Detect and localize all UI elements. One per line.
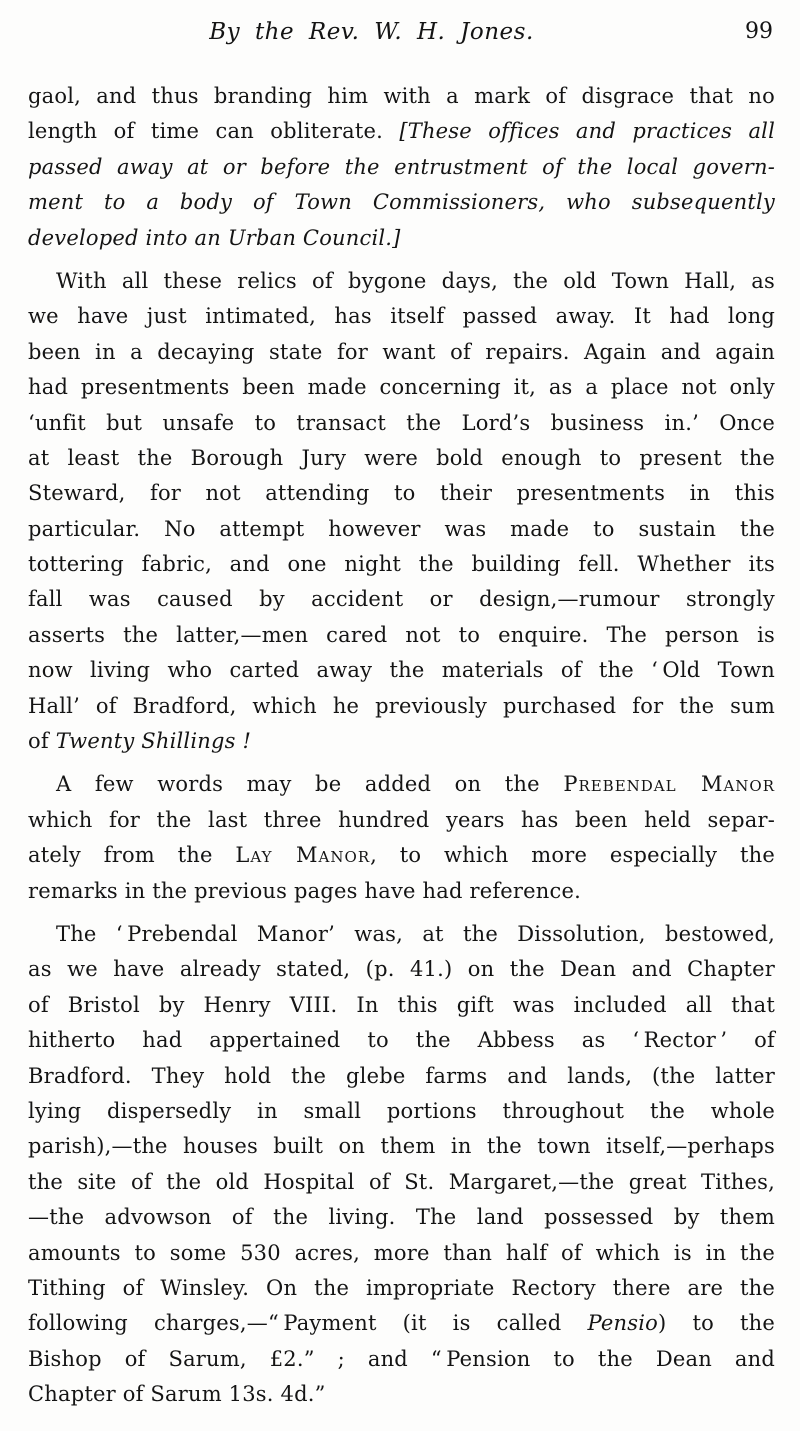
paragraph <box>28 264 775 759</box>
text-segment: —the advowson of the living. The land possessed by them <box>28 1205 775 1230</box>
text-segment: lying dispersedly in small portions throughout the whole <box>28 1098 775 1123</box>
text-segment: Lay Manor <box>235 843 371 868</box>
text-segment: amounts to some 530 acres, more than half of which is in the <box>28 1240 775 1265</box>
text-line <box>28 547 775 582</box>
text-segment: Steward, for not attending to their presentments in this <box>28 481 775 506</box>
text-line <box>28 689 775 724</box>
text-line <box>28 1236 775 1271</box>
text-segment: , to which more especially the <box>370 843 775 868</box>
text-line <box>28 803 775 838</box>
text-line <box>28 221 775 256</box>
text-segment: as we have already stated, (p. 41.) on the Dean and Chapter <box>28 957 775 982</box>
text-line <box>28 917 775 952</box>
text-segment: With all these relics of bygone days, the old Town Hall, as <box>56 268 775 293</box>
text-segment: developed into an Urban Council.] <box>28 225 401 250</box>
text-segment: gaol, and thus branding him with a mark of disgrace that no <box>28 84 775 108</box>
text-line <box>28 406 775 441</box>
text-line <box>28 150 775 185</box>
text-line <box>28 1377 775 1412</box>
text-line <box>28 1306 775 1341</box>
text-segment: Twenty Shillings ! <box>55 729 252 754</box>
text-segment: passed away at or before the entrustment of the local govern- <box>28 154 775 179</box>
text-segment: fall was caused by accident or design,—rumour strongly <box>28 587 775 612</box>
paragraph <box>28 767 775 909</box>
text-segment: The ‘ Prebendal Manor’ was, at the Dissolution, bestowed, <box>56 921 775 946</box>
text-segment: ately from the <box>28 843 236 868</box>
text-line <box>28 1059 775 1094</box>
text-line <box>28 618 775 653</box>
text-line <box>28 114 775 149</box>
text-segment: Tithing of Winsley. On the impropriate Rectory there are the <box>28 1275 775 1300</box>
text-segment: at least the Borough Jury were bold enough to present the <box>28 445 775 470</box>
text-line <box>28 952 775 987</box>
text-segment: length of time can obliterate. <box>28 119 400 144</box>
text-line <box>28 582 775 617</box>
text-line <box>28 476 775 511</box>
text-segment: A few words may be added on the <box>56 772 564 797</box>
text-segment: Hall’ of Bradford, which he previously purchased for the sum <box>28 693 775 718</box>
text-line <box>28 335 775 370</box>
page-number: 99 <box>745 19 773 44</box>
text-line <box>28 1023 775 1058</box>
text-segment: of <box>28 729 56 754</box>
text-segment: Chapter of Sarum 13s. 4d.” <box>28 1382 326 1407</box>
text-line <box>28 724 775 759</box>
text-line <box>28 1200 775 1235</box>
text-line <box>28 299 775 334</box>
page-header <box>28 16 775 48</box>
text-line <box>28 264 775 299</box>
text-segment: Pensio <box>587 1311 658 1336</box>
text-line <box>28 1271 775 1306</box>
text-line <box>28 441 775 476</box>
text-segment: particular. No attempt however was made to sustain the <box>28 516 775 541</box>
text-line <box>28 874 775 909</box>
text-segment: now living who carted away the materials of the ‘ Old Town <box>28 658 775 683</box>
text-segment: been in a decaying state for want of repairs. Again and again <box>28 339 775 364</box>
text-line <box>28 1129 775 1164</box>
text-segment: parish),—the houses built on them in the town itself,—perhaps <box>28 1134 775 1159</box>
running-title: By the Rev. W. H. Jones. <box>209 19 534 45</box>
text-segment: had presentments been made concerning it, as a place not only <box>28 375 775 400</box>
text-segment: tottering fabric, and one night the building fell. Whether its <box>28 552 775 577</box>
text-line <box>28 1094 775 1129</box>
text-segment: Prebendal Manor <box>563 772 775 797</box>
text-line <box>28 79 775 114</box>
text-segment: Bradford. They hold the glebe farms and lands, (the latter <box>28 1063 775 1088</box>
text-line <box>28 1342 775 1377</box>
text-segment: hitherto had appertained to the Abbess as ‘ Rector ’ of <box>28 1028 775 1053</box>
text-segment: we have just intimated, has itself passed away. It had long <box>28 304 775 329</box>
text-segment: following charges,—“ Payment (it is called <box>28 1311 588 1336</box>
paragraph <box>28 917 775 1412</box>
text-segment: ) to the <box>657 1311 775 1336</box>
text-segment: of Bristol by Henry VIII. In this gift was included all that <box>28 992 775 1017</box>
text-segment: asserts the latter,—men cared not to enquire. The person is <box>28 622 775 647</box>
text-line <box>28 653 775 688</box>
text-segment: [These offices and practices all <box>399 119 776 144</box>
text-segment: ment to a body of Town Commissioners, who subsequently <box>28 190 775 215</box>
text-line <box>28 988 775 1023</box>
text-segment: which for the last three hundred years has been held separ- <box>28 807 775 832</box>
text-line <box>28 838 775 873</box>
text-segment: remarks in the previous pages have had reference. <box>28 878 581 903</box>
page-body <box>28 79 775 1412</box>
text-line <box>28 512 775 547</box>
paragraph <box>28 79 775 256</box>
text-line <box>28 185 775 220</box>
text-line <box>28 370 775 405</box>
text-segment: the site of the old Hospital of St. Margaret,—the great Tithes, <box>28 1169 775 1194</box>
text-segment: ‘unfit but unsafe to transact the Lord’s business in.’ Once <box>28 410 775 435</box>
text-segment: Bishop of Sarum, £2.” ; and “ Pension to the Dean and <box>28 1346 775 1371</box>
text-line <box>28 1165 775 1200</box>
text-line <box>28 767 775 802</box>
